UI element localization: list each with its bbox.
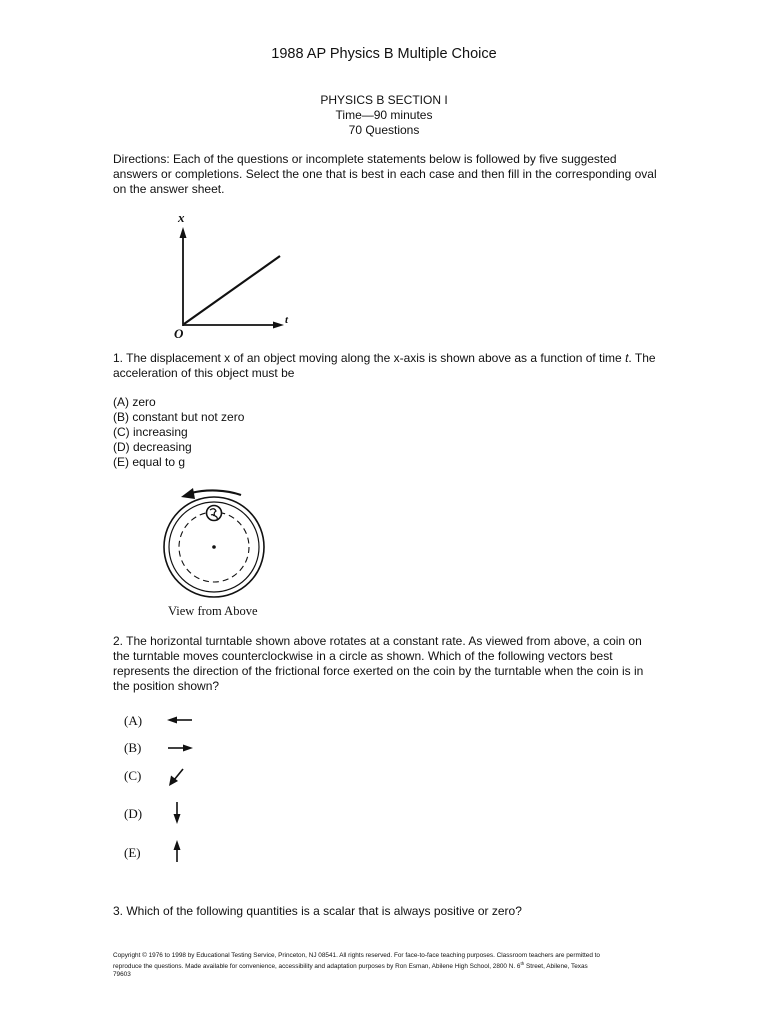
- choice-b-label[interactable]: (B): [124, 740, 142, 755]
- footer-superscript: th: [520, 961, 525, 966]
- page-title: 1988 AP Physics B Multiple Choice: [271, 46, 497, 62]
- left-arrow-icon: [167, 717, 192, 724]
- choice-c[interactable]: (C) increasing: [113, 425, 188, 439]
- footer-line-2-part: reproduce the questions. Made available for convenience, accessibility and adaptation purposes by Ron Esman, Abilene High School, 2800 N. 6: [113, 963, 521, 971]
- question-1-text-part: . The acceleration of this object must be: [113, 351, 656, 380]
- footer-line-2: [113, 960, 658, 971]
- y-axis-label: x: [178, 210, 185, 225]
- choice-e-label[interactable]: (E): [124, 845, 141, 860]
- down-left-arrow-icon: [169, 769, 183, 786]
- footer-line-1: Copyright © 1976 to 1998 by Educational Testing Service, Princeton, NJ 08541. All rights reserved. For face-to-face teaching purposes. Classroom teachers are permitted to: [113, 952, 600, 959]
- down-arrow-icon: [174, 802, 181, 824]
- choice-a[interactable]: (A) zero: [113, 395, 156, 409]
- copyright-footer: [113, 952, 658, 979]
- origin-label: O: [174, 326, 184, 341]
- choice-a-label[interactable]: (A): [124, 713, 143, 728]
- turntable-caption: View from Above: [168, 604, 258, 618]
- question-3-text: 3. Which of the following quantities is a scalar that is always positive or zero?: [113, 904, 522, 918]
- choice-c-label[interactable]: (C): [124, 768, 142, 783]
- question-1-variable: t: [625, 351, 629, 365]
- section-time: Time—90 minutes: [335, 108, 433, 122]
- section-name: PHYSICS B SECTION I: [320, 93, 448, 107]
- section-count: 70 Questions: [348, 123, 420, 137]
- question-3: [113, 904, 658, 919]
- choice-b[interactable]: (B) constant but not zero: [113, 410, 245, 424]
- footer-line-3: 79603: [113, 971, 131, 979]
- right-arrow-icon: [168, 745, 193, 752]
- choice-d-label[interactable]: (D): [124, 806, 143, 821]
- directions-text: Directions: Each of the questions or incomplete statements below is followed by five suggested answers or completions. Select the one that is best in each case and then fill in the corresponding oval on the answer sheet.: [113, 152, 657, 196]
- footer-line-2-part: Street, Abilene, Texas: [524, 963, 588, 971]
- question-1-text-part: 1. The displacement x of an object moving along the x-axis is shown above as a function of time: [113, 351, 626, 365]
- question-2-text: 2. The horizontal turntable shown above rotates at a constant rate. As viewed from above, a coin on the turntable moves counterclockwise in a circle as shown. Which of the following vectors best represents the direction of the frictional force exerted on the coin by the turntable when the coin is in the position shown?: [113, 634, 644, 693]
- choice-e[interactable]: (E) equal to g: [113, 455, 186, 469]
- choice-d[interactable]: (D) decreasing: [113, 440, 192, 454]
- x-axis-label: t: [285, 314, 289, 326]
- up-arrow-icon: [174, 840, 181, 862]
